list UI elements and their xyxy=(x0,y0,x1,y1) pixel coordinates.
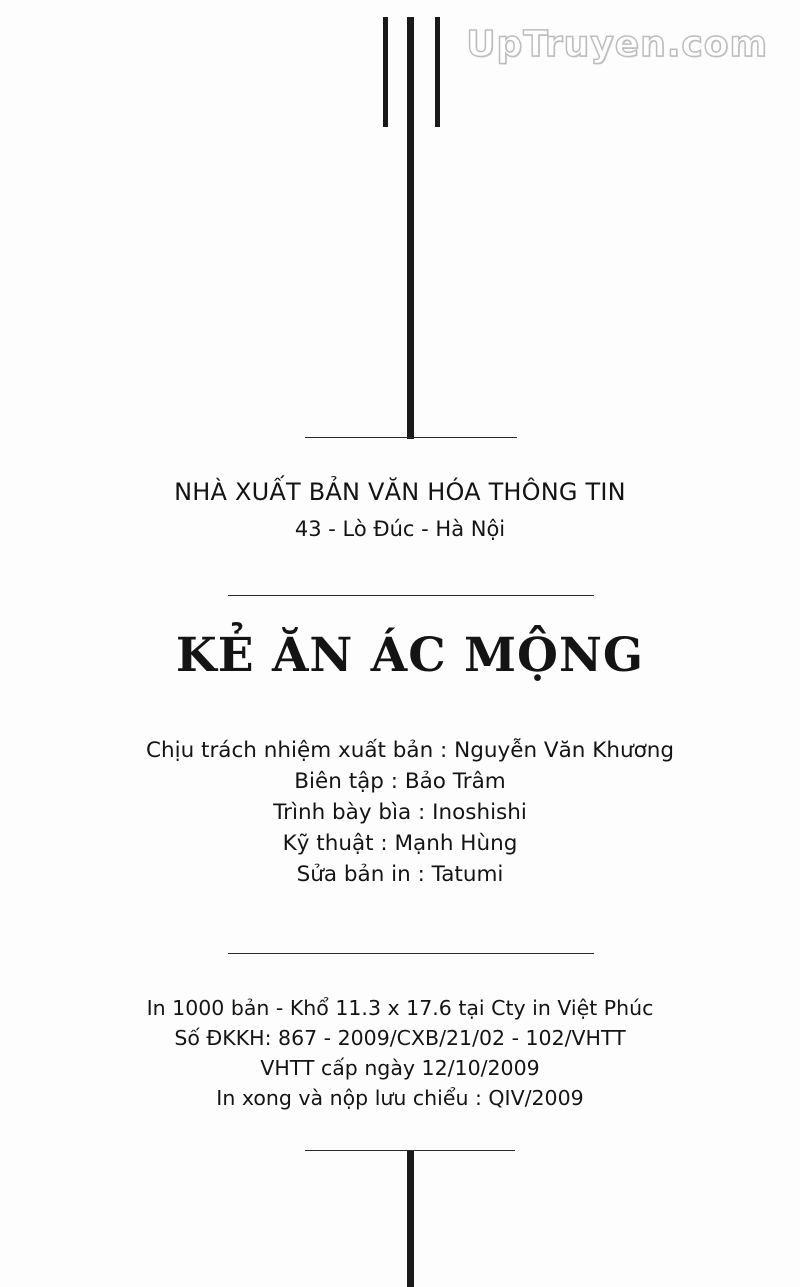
watermark: UpTruyen.com xyxy=(466,24,768,65)
credit-line: Biên tập : Bảo Trâm xyxy=(294,769,506,794)
credit-line: Chịu trách nhiệm xuất bản : Nguyễn Văn Khương xyxy=(145,738,675,763)
print-info-line: In xong và nộp lưu chiểu : QIV/2009 xyxy=(216,1086,584,1110)
credits-block xyxy=(0,735,800,890)
credit-line: Sửa bản in : Tatumi xyxy=(296,862,504,887)
divider-credits xyxy=(228,953,594,954)
print-info-line: VHTT cấp ngày 12/10/2009 xyxy=(260,1056,540,1080)
credit-line: Kỹ thuật : Mạnh Hùng xyxy=(282,831,518,856)
decorative-bar-right xyxy=(435,17,440,127)
print-info-line: In 1000 bản - Khổ 11.3 x 17.6 tại Cty in Việt Phúc xyxy=(146,996,654,1020)
book-title: KẺ ĂN ÁC MỘNG xyxy=(175,628,645,683)
print-info-block xyxy=(0,993,800,1113)
print-info-line: Số ĐKKH: 867 - 2009/CXB/21/02 - 102/VHTT xyxy=(174,1026,626,1050)
decorative-bar-center xyxy=(407,17,414,439)
publisher-address: 43 - Lò Đúc - Hà Nội xyxy=(294,517,506,541)
publisher-name: NHÀ XUẤT BẢN VĂN HÓA THÔNG TIN xyxy=(174,478,626,506)
decorative-bar-bottom xyxy=(407,1151,414,1287)
credit-line: Trình bày bìa : Inoshishi xyxy=(273,800,527,825)
divider-publisher xyxy=(228,595,594,596)
divider-top xyxy=(305,437,517,438)
decorative-bar-left xyxy=(383,17,388,127)
